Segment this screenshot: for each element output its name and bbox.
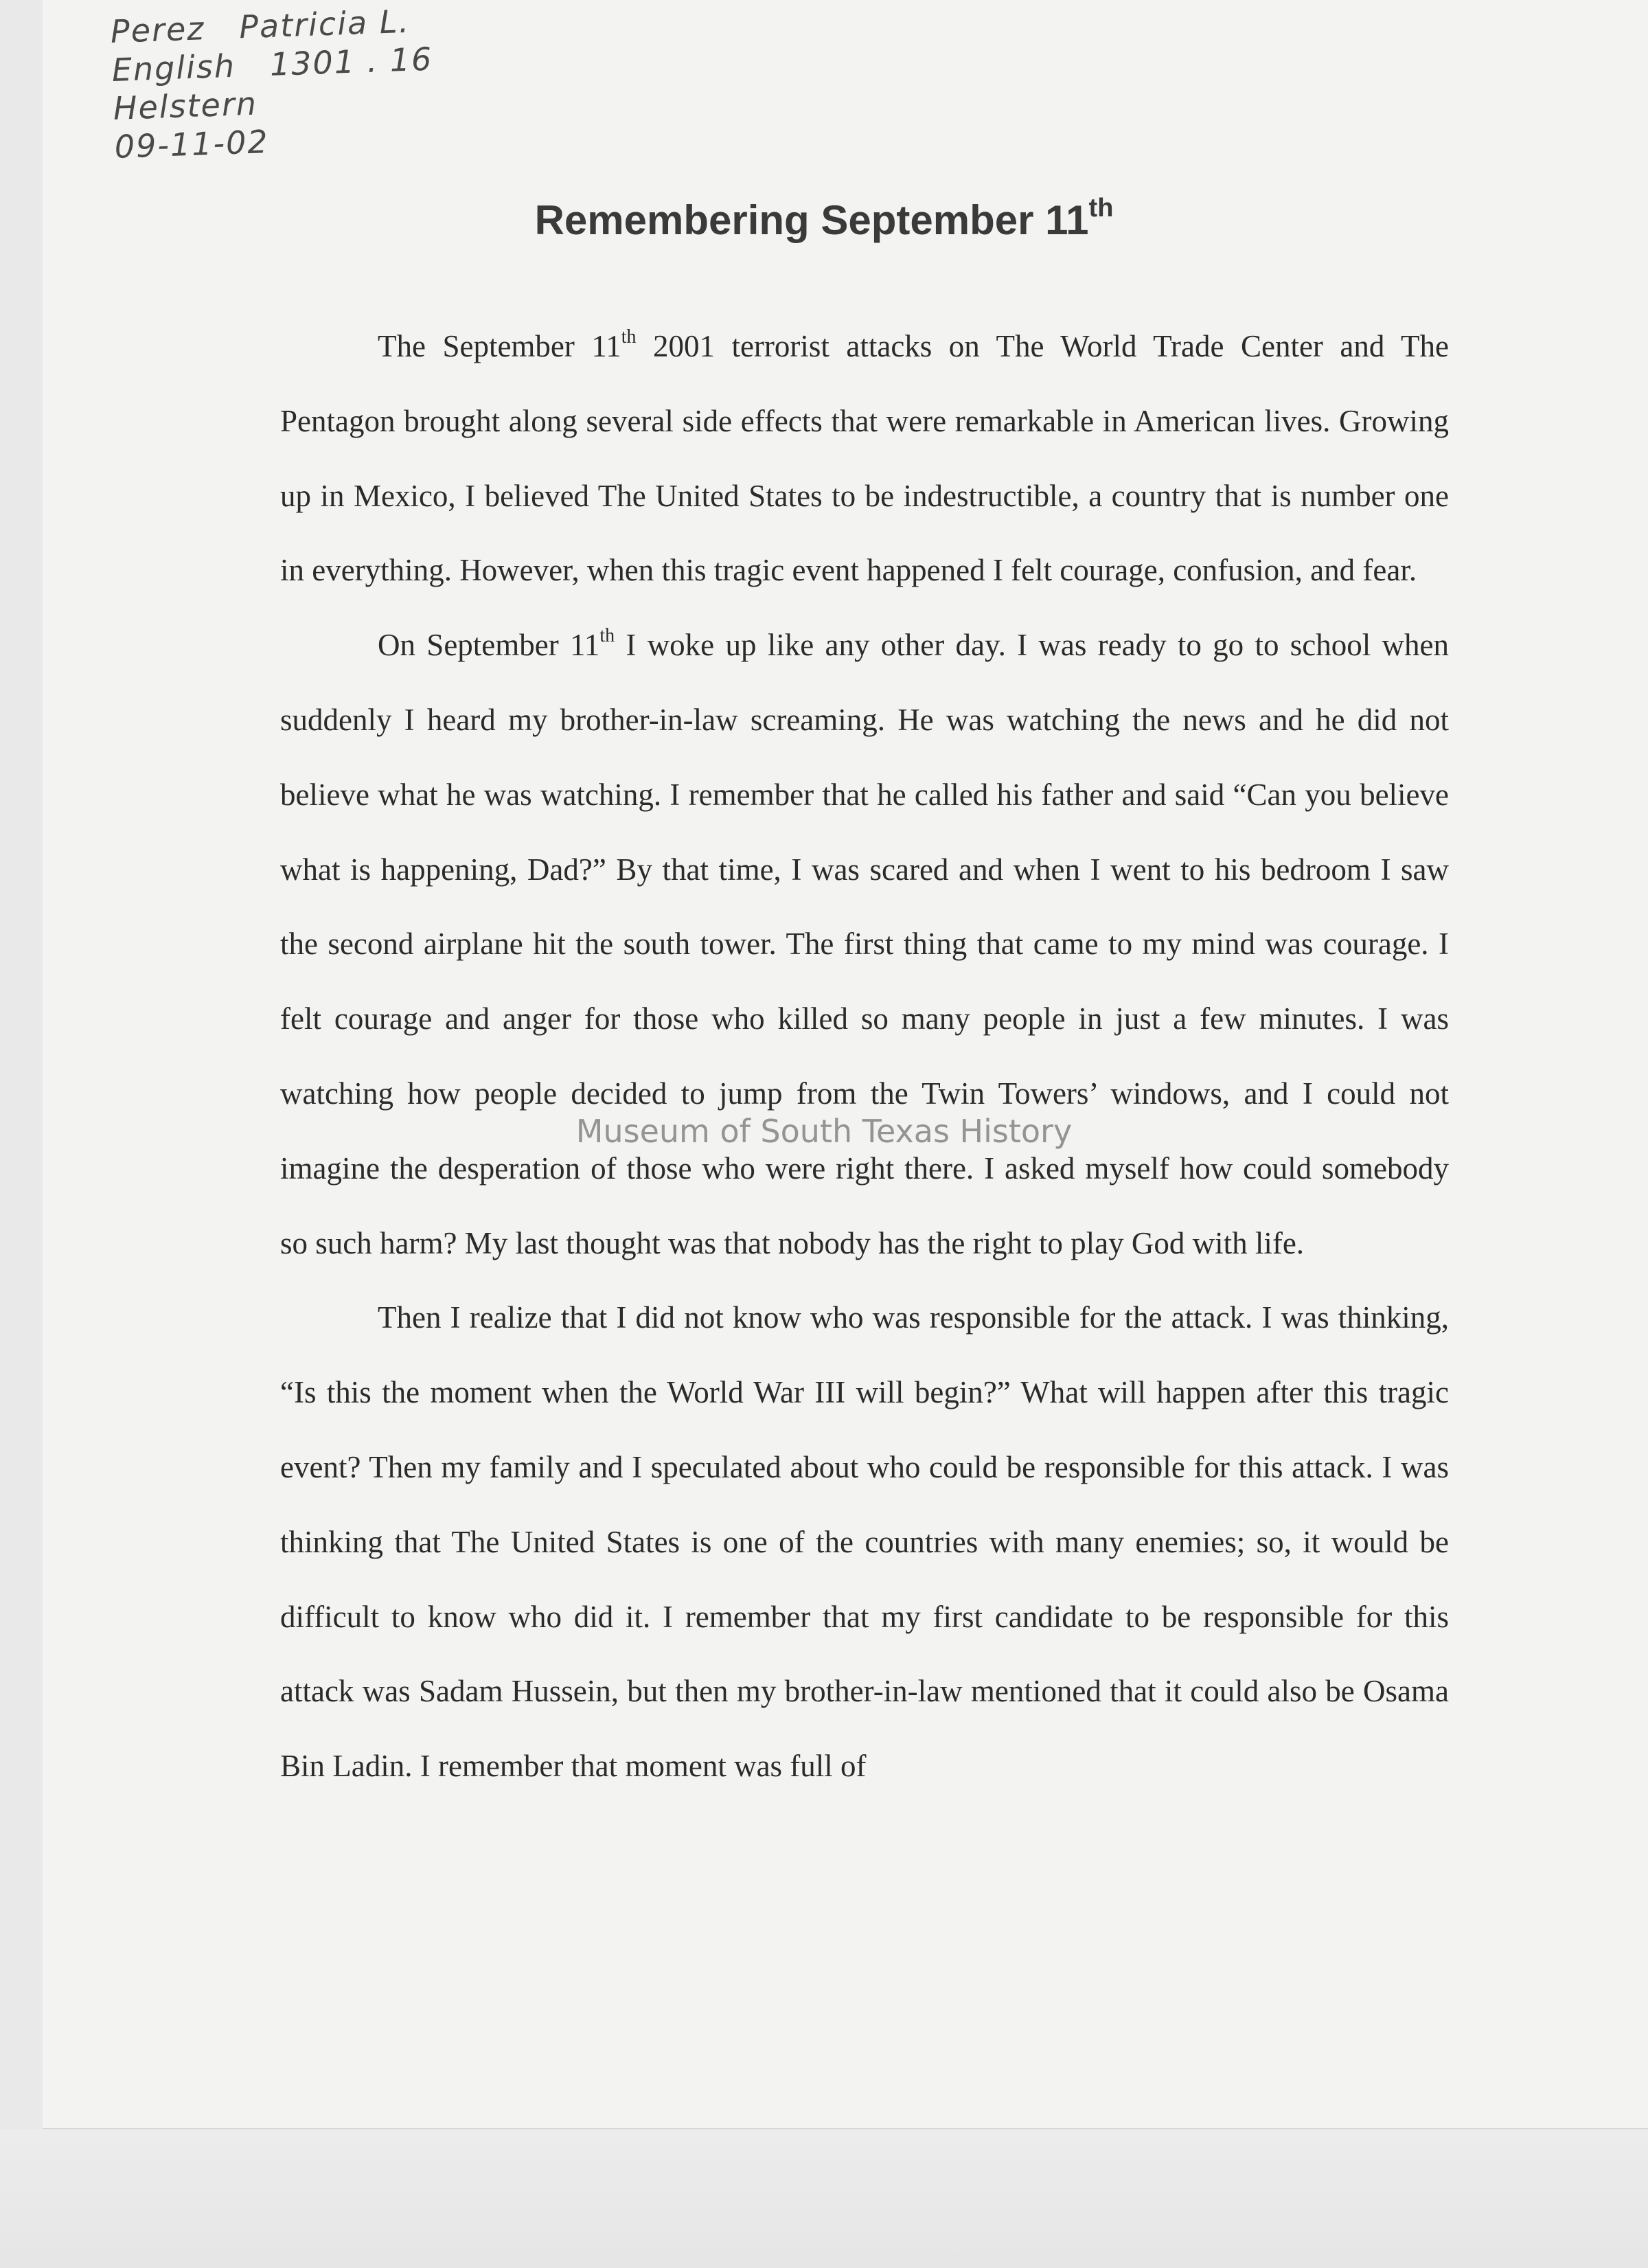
essay-date: 09-11-02 xyxy=(113,123,270,166)
essay-body xyxy=(280,309,1449,1804)
handwritten-header xyxy=(110,1,436,166)
course-info: English 1301 . 16 xyxy=(111,40,434,89)
scan-background xyxy=(0,2129,1648,2268)
paragraph-2: On September 11th I woke up like any other day. I was ready to go to school when suddenly I heard my brother-in-law screaming. He was watching the news and he did not believe what he was watching. I remember that he called his father and said “Can you believe what is happening, Dad?” By that time, I was scared and when I went to his bedroom I saw the second airplane hit the south tower. The first thing that came to my mind was courage. I felt courage and anger for those who killed so many people in just a few minutes. I was watching how people decided to jump from the Twin Towers’ windows, and I could not imagine the desperation of those who were right there. I asked myself how could somebody so such harm? My last thought was that nobody has the right to play God with life. xyxy=(280,625,1449,1260)
paragraph-1: The September 11th 2001 terrorist attacks on The World Trade Center and The Pentagon brought along several side effects that were remarkable in American lives. Growing up in Mexico, I believed The United States to be indestructible, a country that is number one in everything. However, when this tragic event happened I felt courage, confusion, and fear. xyxy=(280,326,1449,588)
student-name: Perez Patricia L. xyxy=(110,2,411,50)
instructor-name: Helstern xyxy=(112,84,258,127)
museum-watermark: Museum of South Texas History xyxy=(575,1113,1073,1150)
paragraph-3: Then I realize that I did not know who was responsible for the attack. I was thinking, “Is this the moment when the World War III will begin?” What will happen after this tragic event? Then my family and I speculated about who could be responsible for this attack. I was thinking that The United States is one of the countries with many enemies; so, it would be difficult to know who did it. I remember that my first candidate to be responsible for this attack was Sadam Hussein, but then my brother-in-law mentioned that it could also be Osama Bin Ladin. I remember that moment was full of xyxy=(280,1300,1449,1784)
essay-title: Remembering September 11th xyxy=(534,194,1114,243)
